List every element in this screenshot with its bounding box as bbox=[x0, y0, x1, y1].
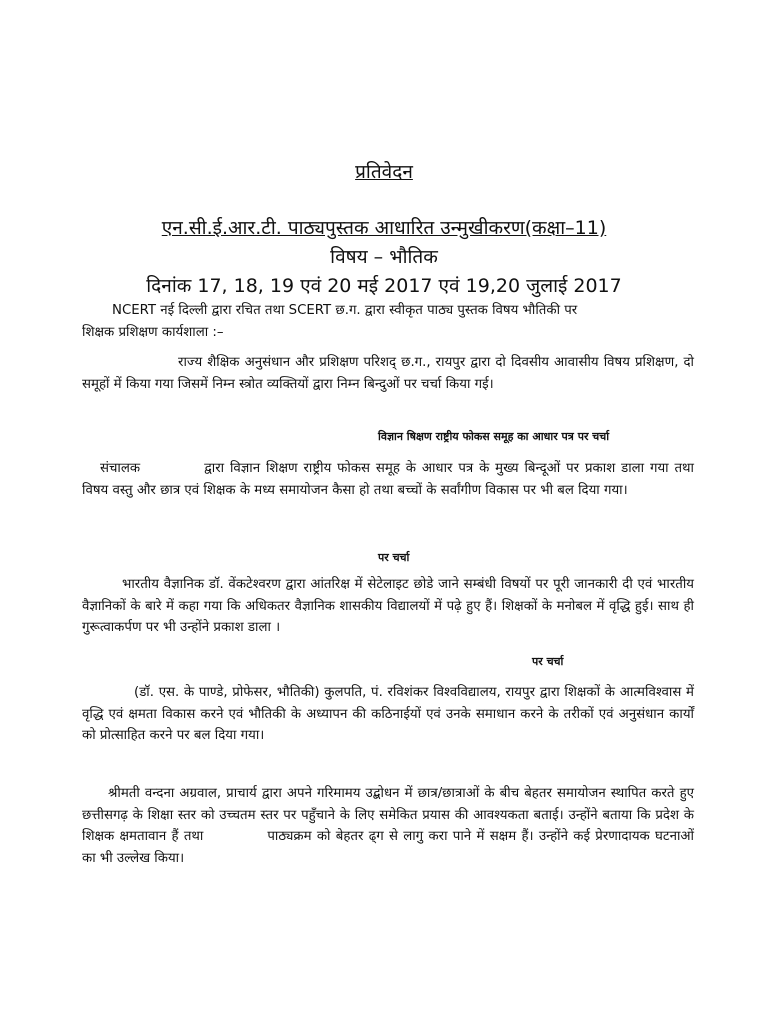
discussion-heading-1: पर चर्चा bbox=[378, 551, 410, 564]
vc-paragraph bbox=[82, 682, 694, 747]
scientist-paragraph bbox=[82, 574, 694, 639]
organizer-paragraph bbox=[82, 352, 694, 395]
principal-text-a: श्रीमती वन्दना अग्रवाल, प्राचार्य द्वारा अपने गरिमामय उद्बोधन में छात्र/छात्राओं के बीच बेहतर समायोजन स्थापित करते हुए छत्तीसगढ़ के शिक्षा स्तर को उच्चतम स्तर पर पहुँचाने के लिए समेकित प्रयास की आवश्यकता बताई। उन्होंने बताया कि प्रदेश के शिक्षक क्षमतावान हैं तथा bbox=[82, 786, 694, 844]
discussion-heading-2: पर चर्चा bbox=[532, 655, 564, 668]
principal-paragraph bbox=[82, 783, 694, 869]
director-lead: संचालक bbox=[100, 461, 141, 476]
report-dates: दिनांक 17, 18, 19 एवं 20 मई 2017 एवं 19,20 जुलाई 2017 bbox=[146, 275, 622, 297]
director-text: द्वारा विज्ञान शिक्षण राष्ट्रीय फोकस समूह के आधार पत्र के मुख्य बिन्दूओं पर प्रकाश डाला गया तथा विषय वस्तु और छात्र एवं शिक्षक के मध्य समायोजन कैसा हो तथा बच्चों के सर्वांगीण विकास पर भी बल दिया गया। bbox=[82, 461, 694, 498]
focus-group-heading: विज्ञान षिक्षण राष्ट्रीय फोकस समूह का आधार पत्र पर चर्चा bbox=[378, 430, 610, 443]
scientist-text: भारतीय वैज्ञानिक डॉ. वेंकटेश्वरण द्वारा आंतरिक्ष में सेटेलाइट छोडे जाने सम्बंधी विषयों पर पूरी जानकारी दी एवं भारतीय वैज्ञानिकों के बारे में कहा गया कि अधिकतर वैज्ञानिक शासकीय विद्यालयों में पढ़े हुए हैं। शिक्षकों के मनोबल में वृद्धि हुई। साथ ही गुरूत्वाकर्पण पर भी उन्होंने प्रकाश डाला । bbox=[82, 577, 694, 635]
report-title: प्रतिवेदन bbox=[355, 161, 413, 183]
director-paragraph bbox=[82, 458, 694, 501]
intro-line-2: शिक्षक प्रशिक्षण कार्यशाला :– bbox=[82, 324, 224, 340]
principal-text-b: पाठ्यक्रम को बेहतर ढ्ग से लागु करा पाने में सक्षम हैं। उन्होंने कई प्रेरणादायक घटनाओं का भी उल्लेख किया। bbox=[82, 829, 694, 866]
report-subtitle: एन.सी.ई.आर.टी. पाठ्यपुस्तक आधारित उन्मुखीकरण(कक्षा–11) bbox=[161, 217, 607, 239]
report-subject: विषय – भौतिक bbox=[330, 246, 438, 268]
intro-line-1: NCERT नई दिल्ली द्वारा रचित तथा SCERT छ.ग. द्वारा स्वीकृत पाठ्य पुस्तक विषय भौतिकी पर bbox=[112, 303, 578, 318]
organizer-text: राज्य शैक्षिक अनुसंधान और प्रशिक्षण परिशद् छ.ग., रायपुर द्वारा दो दिवसीय आवासीय विषय प्रशिक्षण, दो समूहों में किया गया जिसमें निम्न स्त्रोत व्यक्तियों द्वारा निम्न बिन्दुओं पर चर्चा किया गई। bbox=[82, 355, 694, 392]
vc-text: (डॉ. एस. के पाण्डे, प्रोफेसर, भौतिकी) कुलपति, पं. रविशंकर विश्वविद्यालय, रायपुर द्वारा शिक्षकों के आत्मविश्वास में वृद्धि एवं क्षमता विकास करने एवं भौतिकी के अध्यापन की कठिनाईयों एवं उनके समाधान करने के तरीकों एवं अनुसंधान कार्यों को प्रोत्साहित करने पर बल दिया गया। bbox=[82, 685, 694, 743]
intro-paragraph bbox=[82, 300, 694, 343]
